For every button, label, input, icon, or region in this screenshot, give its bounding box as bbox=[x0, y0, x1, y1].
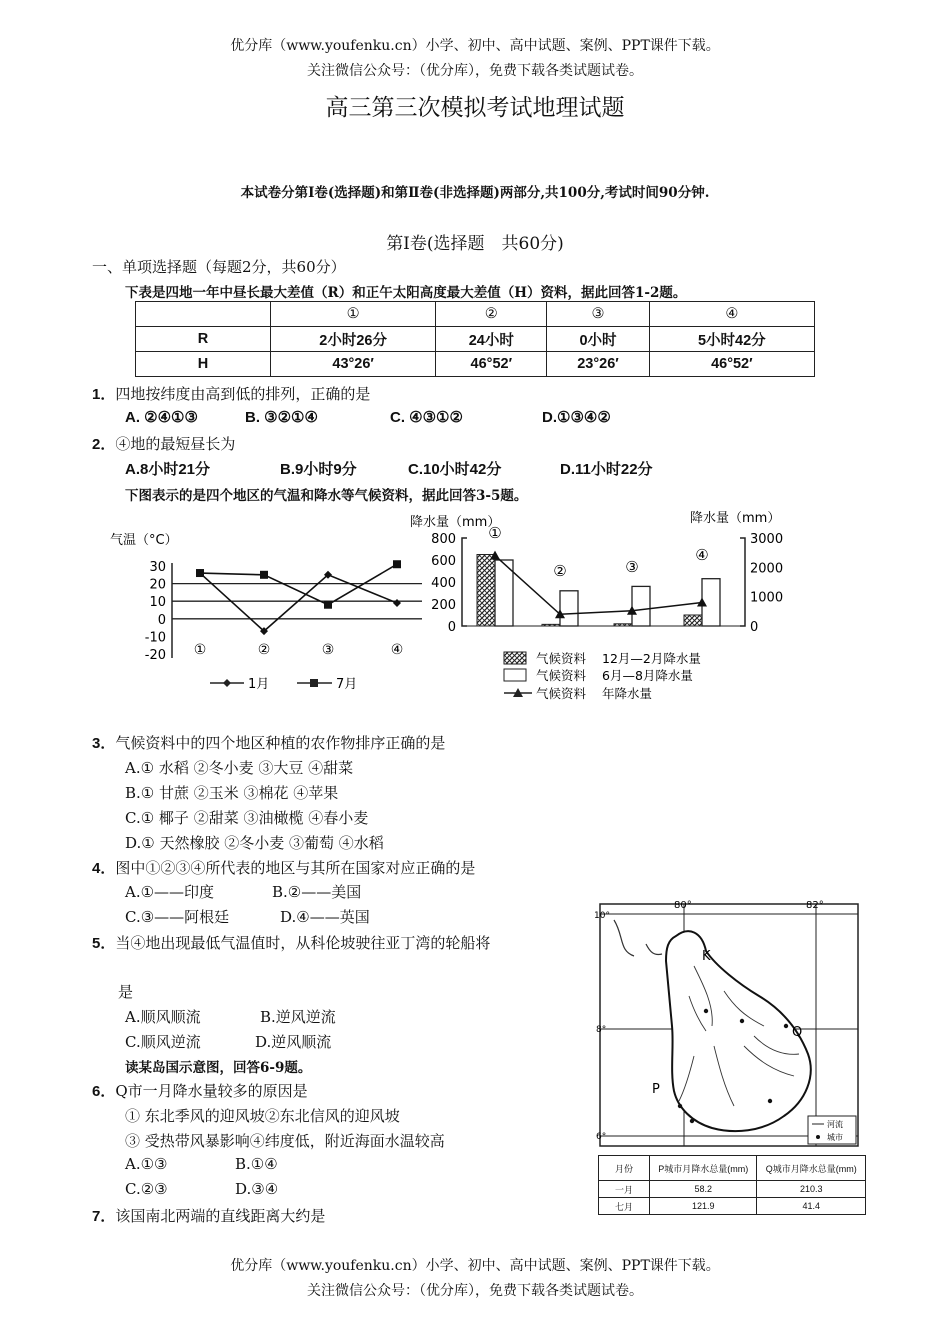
island-outline bbox=[666, 931, 811, 1131]
table-cell: 46°52′ bbox=[436, 352, 547, 377]
question-stem: 当④地出现最低气温值时，从科伦坡驶往亚丁湾的轮船将 bbox=[115, 934, 491, 952]
question-number: 3． bbox=[92, 735, 116, 752]
legend-summer-source: 气候资料 bbox=[536, 668, 587, 683]
q1-option-c: C. ④③①② bbox=[390, 409, 463, 426]
table-row bbox=[599, 1198, 866, 1215]
temp-tick-label: 10 bbox=[149, 595, 166, 611]
temp-tick-label: -10 bbox=[144, 630, 166, 646]
question-number: 7． bbox=[92, 1208, 116, 1225]
question-number: 1． bbox=[92, 386, 116, 403]
city-label-q: Q bbox=[792, 1025, 803, 1040]
precip-right-tick: 1000 bbox=[750, 590, 784, 606]
temp-category-label: ① bbox=[193, 642, 207, 658]
legend-city-dot bbox=[816, 1135, 820, 1139]
precip-bar-summer bbox=[702, 579, 720, 626]
table-cell: 46°52′ bbox=[649, 352, 814, 377]
question-3 bbox=[92, 732, 445, 753]
legend-annual-source: 气候资料 bbox=[536, 686, 587, 701]
legend-summer-label: 6月—8月降水量 bbox=[602, 668, 693, 683]
precip-category-label: ① bbox=[488, 524, 502, 542]
table-cell: 一月 bbox=[599, 1181, 650, 1198]
question-number: 2． bbox=[92, 436, 116, 453]
table-cell: 41.4 bbox=[757, 1198, 866, 1215]
table-row bbox=[599, 1181, 866, 1198]
question-2 bbox=[92, 433, 235, 454]
precip-bar-winter bbox=[684, 615, 702, 626]
table-cell: ① bbox=[271, 302, 436, 327]
question-5 bbox=[92, 931, 542, 956]
question-1 bbox=[92, 383, 370, 404]
q3-option-b: B.① 甘蔗 ②玉米 ③棉花 ④苹果 bbox=[125, 784, 339, 802]
question-7 bbox=[92, 1205, 325, 1226]
table-cell: 121.9 bbox=[650, 1198, 757, 1215]
temp-point-jan bbox=[393, 599, 401, 607]
precip-right-tick: 3000 bbox=[750, 532, 784, 547]
table-cell: ④ bbox=[649, 302, 814, 327]
mainland-coast bbox=[614, 920, 662, 956]
q2-option-c: C.10小时42分 bbox=[408, 461, 502, 478]
question-stem: 四地按纬度由高到低的排列，正确的是 bbox=[115, 385, 371, 403]
city-label-p: P bbox=[652, 1082, 660, 1097]
legend-jul-label: 7月 bbox=[336, 677, 358, 692]
precip-left-tick: 200 bbox=[431, 598, 456, 613]
precip-right-tick: 0 bbox=[750, 620, 759, 635]
temp-series-line bbox=[200, 564, 397, 604]
legend-winter-source: 气候资料 bbox=[536, 651, 587, 666]
precip-bar-winter bbox=[477, 555, 495, 627]
q6-option-b: B.①④ bbox=[235, 1155, 278, 1173]
q2-option-d: D.11小时22分 bbox=[560, 461, 653, 478]
q1-option-a: A. ②④①③ bbox=[125, 409, 198, 426]
precip-right-axis bbox=[740, 538, 745, 626]
header-line-1: 优分库（www.youfenku.cn）小学、初中、高中试题、案例、PPT课件下载。 bbox=[230, 38, 720, 54]
legend-jul-marker bbox=[310, 679, 318, 687]
legend-winter-swatch bbox=[504, 652, 526, 664]
question-stem: 该国南北两端的直线距离大约是 bbox=[115, 1207, 326, 1225]
legend-jan-marker bbox=[223, 679, 231, 687]
temp-point-jul bbox=[324, 601, 332, 609]
question-6 bbox=[92, 1080, 308, 1101]
data-table bbox=[135, 301, 815, 377]
q6-option-c: C.②③ bbox=[125, 1180, 168, 1198]
temp-tick-label: 0 bbox=[157, 612, 166, 628]
map-intro: 读某岛国示意图，回答6-9题。 bbox=[125, 1060, 312, 1076]
temp-category-label: ④ bbox=[390, 642, 404, 658]
precip-category-label: ④ bbox=[695, 546, 709, 564]
q6-statements-1: ① 东北季风的迎风坡②东北信风的迎风坡 bbox=[125, 1107, 400, 1125]
table-cell: 七月 bbox=[599, 1198, 650, 1215]
temp-category-label: ② bbox=[257, 642, 271, 658]
q5-option-a: A.顺风顺流 bbox=[125, 1008, 201, 1026]
precip-right-tick: 2000 bbox=[750, 561, 784, 577]
precip-right-label: 降水量（mm） bbox=[690, 511, 781, 526]
table-cell: ② bbox=[436, 302, 547, 327]
question-number: 4． bbox=[92, 860, 116, 877]
precip-left-tick: 600 bbox=[431, 554, 456, 569]
table-row bbox=[136, 327, 815, 352]
table-cell: 5小时42分 bbox=[649, 327, 814, 352]
island-map-figure bbox=[594, 896, 870, 1216]
precip-left-label: 降水量（mm） bbox=[410, 515, 501, 530]
question-stem: 气候资料中的四个地区种植的农作物排序正确的是 bbox=[115, 734, 446, 752]
table-cell: ③ bbox=[547, 302, 649, 327]
footer-line-1: 优分库（www.youfenku.cn）小学、初中、高中试题、案例、PPT课件下载。 bbox=[230, 1258, 720, 1274]
footer-line-2: 关注微信公众号：（优分库），免费下载各类试题试卷。 bbox=[307, 1283, 643, 1299]
q5-option-c: C.顺风逆流 bbox=[125, 1033, 201, 1051]
precip-table bbox=[598, 1155, 866, 1215]
question-stem: ④地的最短昼长为 bbox=[115, 435, 236, 453]
question-number: 5． bbox=[92, 935, 116, 952]
precip-bar-winter bbox=[614, 624, 632, 626]
q4-option-a: A.①——印度 bbox=[125, 883, 215, 901]
table-cell: P城市月降水总量(mm) bbox=[650, 1156, 757, 1181]
q4-option-b: B.②——美国 bbox=[272, 883, 362, 901]
precip-category-label: ② bbox=[553, 562, 567, 580]
city-label-k: K bbox=[702, 949, 711, 964]
q5-option-d: D.逆风顺流 bbox=[255, 1033, 332, 1051]
table-cell: R bbox=[136, 327, 271, 352]
q5-stem-cont: 是 bbox=[118, 983, 134, 1001]
table-header-row bbox=[599, 1156, 866, 1181]
table-cell: 43°26′ bbox=[271, 352, 436, 377]
header-line-2: 关注微信公众号：（优分库），免费下载各类试题试卷。 bbox=[307, 63, 643, 79]
q2-option-b: B.9小时9分 bbox=[280, 461, 357, 478]
q6-statements-2: ③ 受热带风暴影响④纬度低，附近海面水温较高 bbox=[125, 1132, 445, 1150]
question-number: 6． bbox=[92, 1083, 116, 1100]
q1-option-b: B. ③②①④ bbox=[245, 409, 318, 426]
q3-option-c: C.① 椰子 ②甜菜 ③油橄榄 ④春小麦 bbox=[125, 809, 369, 827]
legend-annual-label: 年降水量 bbox=[602, 686, 653, 701]
island-map bbox=[594, 896, 864, 1151]
table-cell bbox=[136, 302, 271, 327]
temp-point-jul bbox=[393, 560, 401, 568]
table-cell: 58.2 bbox=[650, 1181, 757, 1198]
temp-point-jul bbox=[260, 571, 268, 579]
q3-option-d: D.① 天然橡胶 ②冬小麦 ③葡萄 ④水稻 bbox=[125, 834, 384, 852]
precip-bar-summer bbox=[632, 586, 650, 626]
temp-point-jul bbox=[196, 569, 204, 577]
legend-jan-label: 1月 bbox=[248, 677, 270, 692]
table-intro: 下表是四地一年中昼长最大差值（R）和正午太阳高度最大差值（H）资料，据此回答1-2题。 bbox=[125, 285, 687, 301]
annual-precip-line bbox=[495, 556, 702, 615]
q5-option-b: B.逆风逆流 bbox=[260, 1008, 336, 1026]
precip-bar-summer bbox=[560, 591, 578, 626]
temp-category-label: ③ bbox=[321, 642, 335, 658]
question-4 bbox=[92, 857, 475, 878]
table-cell: 2小时26分 bbox=[271, 327, 436, 352]
page-title: 高三第三次模拟考试地理试题 bbox=[325, 95, 625, 121]
section-title: 第Ⅰ卷(选择题 共60分) bbox=[386, 234, 564, 254]
legend-city-label: 城市 bbox=[827, 1133, 843, 1142]
temp-tick-label: 30 bbox=[149, 560, 166, 575]
q6-option-d: D.③④ bbox=[235, 1180, 279, 1198]
table-cell: 24小时 bbox=[436, 327, 547, 352]
legend-winter-label: 12月—2月降水量 bbox=[602, 651, 701, 666]
table-header-row bbox=[136, 302, 815, 327]
q2-option-a: A.8小时21分 bbox=[125, 461, 211, 478]
precip-left-tick: 0 bbox=[447, 620, 456, 635]
question-stem: 图中①②③④所代表的地区与其所在国家对应正确的是 bbox=[115, 859, 476, 877]
legend-river-label: 河流 bbox=[827, 1120, 843, 1129]
q3-option-a: A.① 水稻 ②冬小麦 ③大豆 ④甜菜 bbox=[125, 759, 354, 777]
question-stem: Q市一月降水量较多的原因是 bbox=[115, 1082, 308, 1100]
precip-left-tick: 400 bbox=[431, 576, 456, 591]
table-cell: 210.3 bbox=[757, 1181, 866, 1198]
q4-option-d: D.④——英国 bbox=[280, 908, 370, 926]
lat-label: 8° bbox=[596, 1025, 607, 1035]
q6-option-a: A.①③ bbox=[125, 1155, 168, 1173]
table-cell: 0小时 bbox=[547, 327, 649, 352]
table-cell: 23°26′ bbox=[547, 352, 649, 377]
q1-option-d: D.①③④② bbox=[542, 409, 611, 426]
q4-option-c: C.③——阿根廷 bbox=[125, 908, 230, 926]
legend-summer-swatch bbox=[504, 669, 526, 681]
table-cell: H bbox=[136, 352, 271, 377]
lat-label: 10° bbox=[594, 911, 610, 921]
temp-tick-label: -20 bbox=[144, 648, 166, 663]
precip-left-axis bbox=[462, 538, 467, 626]
precip-category-label: ③ bbox=[625, 558, 639, 576]
climate-chart bbox=[92, 508, 792, 716]
part-heading: 一、单项选择题（每题2分，共60分） bbox=[92, 258, 346, 276]
precip-left-tick: 800 bbox=[431, 532, 456, 547]
lon-label: 82° bbox=[806, 900, 824, 911]
table-cell: 月份 bbox=[599, 1156, 650, 1181]
table-row bbox=[136, 352, 815, 377]
table-cell: Q城市月降水总量(mm) bbox=[757, 1156, 866, 1181]
precip-bar-winter bbox=[542, 624, 560, 626]
temp-tick-label: 20 bbox=[149, 577, 166, 593]
temp-axis-label: 气温（°C） bbox=[110, 533, 178, 548]
chart-intro: 下图表示的是四个地区的气温和降水等气候资料，据此回答3-5题。 bbox=[125, 488, 528, 504]
exam-intro: 本试卷分第Ⅰ卷(选择题)和第Ⅱ卷(非选择题)两部分,共100分,考试时间90分钟. bbox=[240, 185, 710, 201]
lon-label: 80° bbox=[674, 900, 692, 911]
lat-label: 6° bbox=[596, 1132, 607, 1142]
